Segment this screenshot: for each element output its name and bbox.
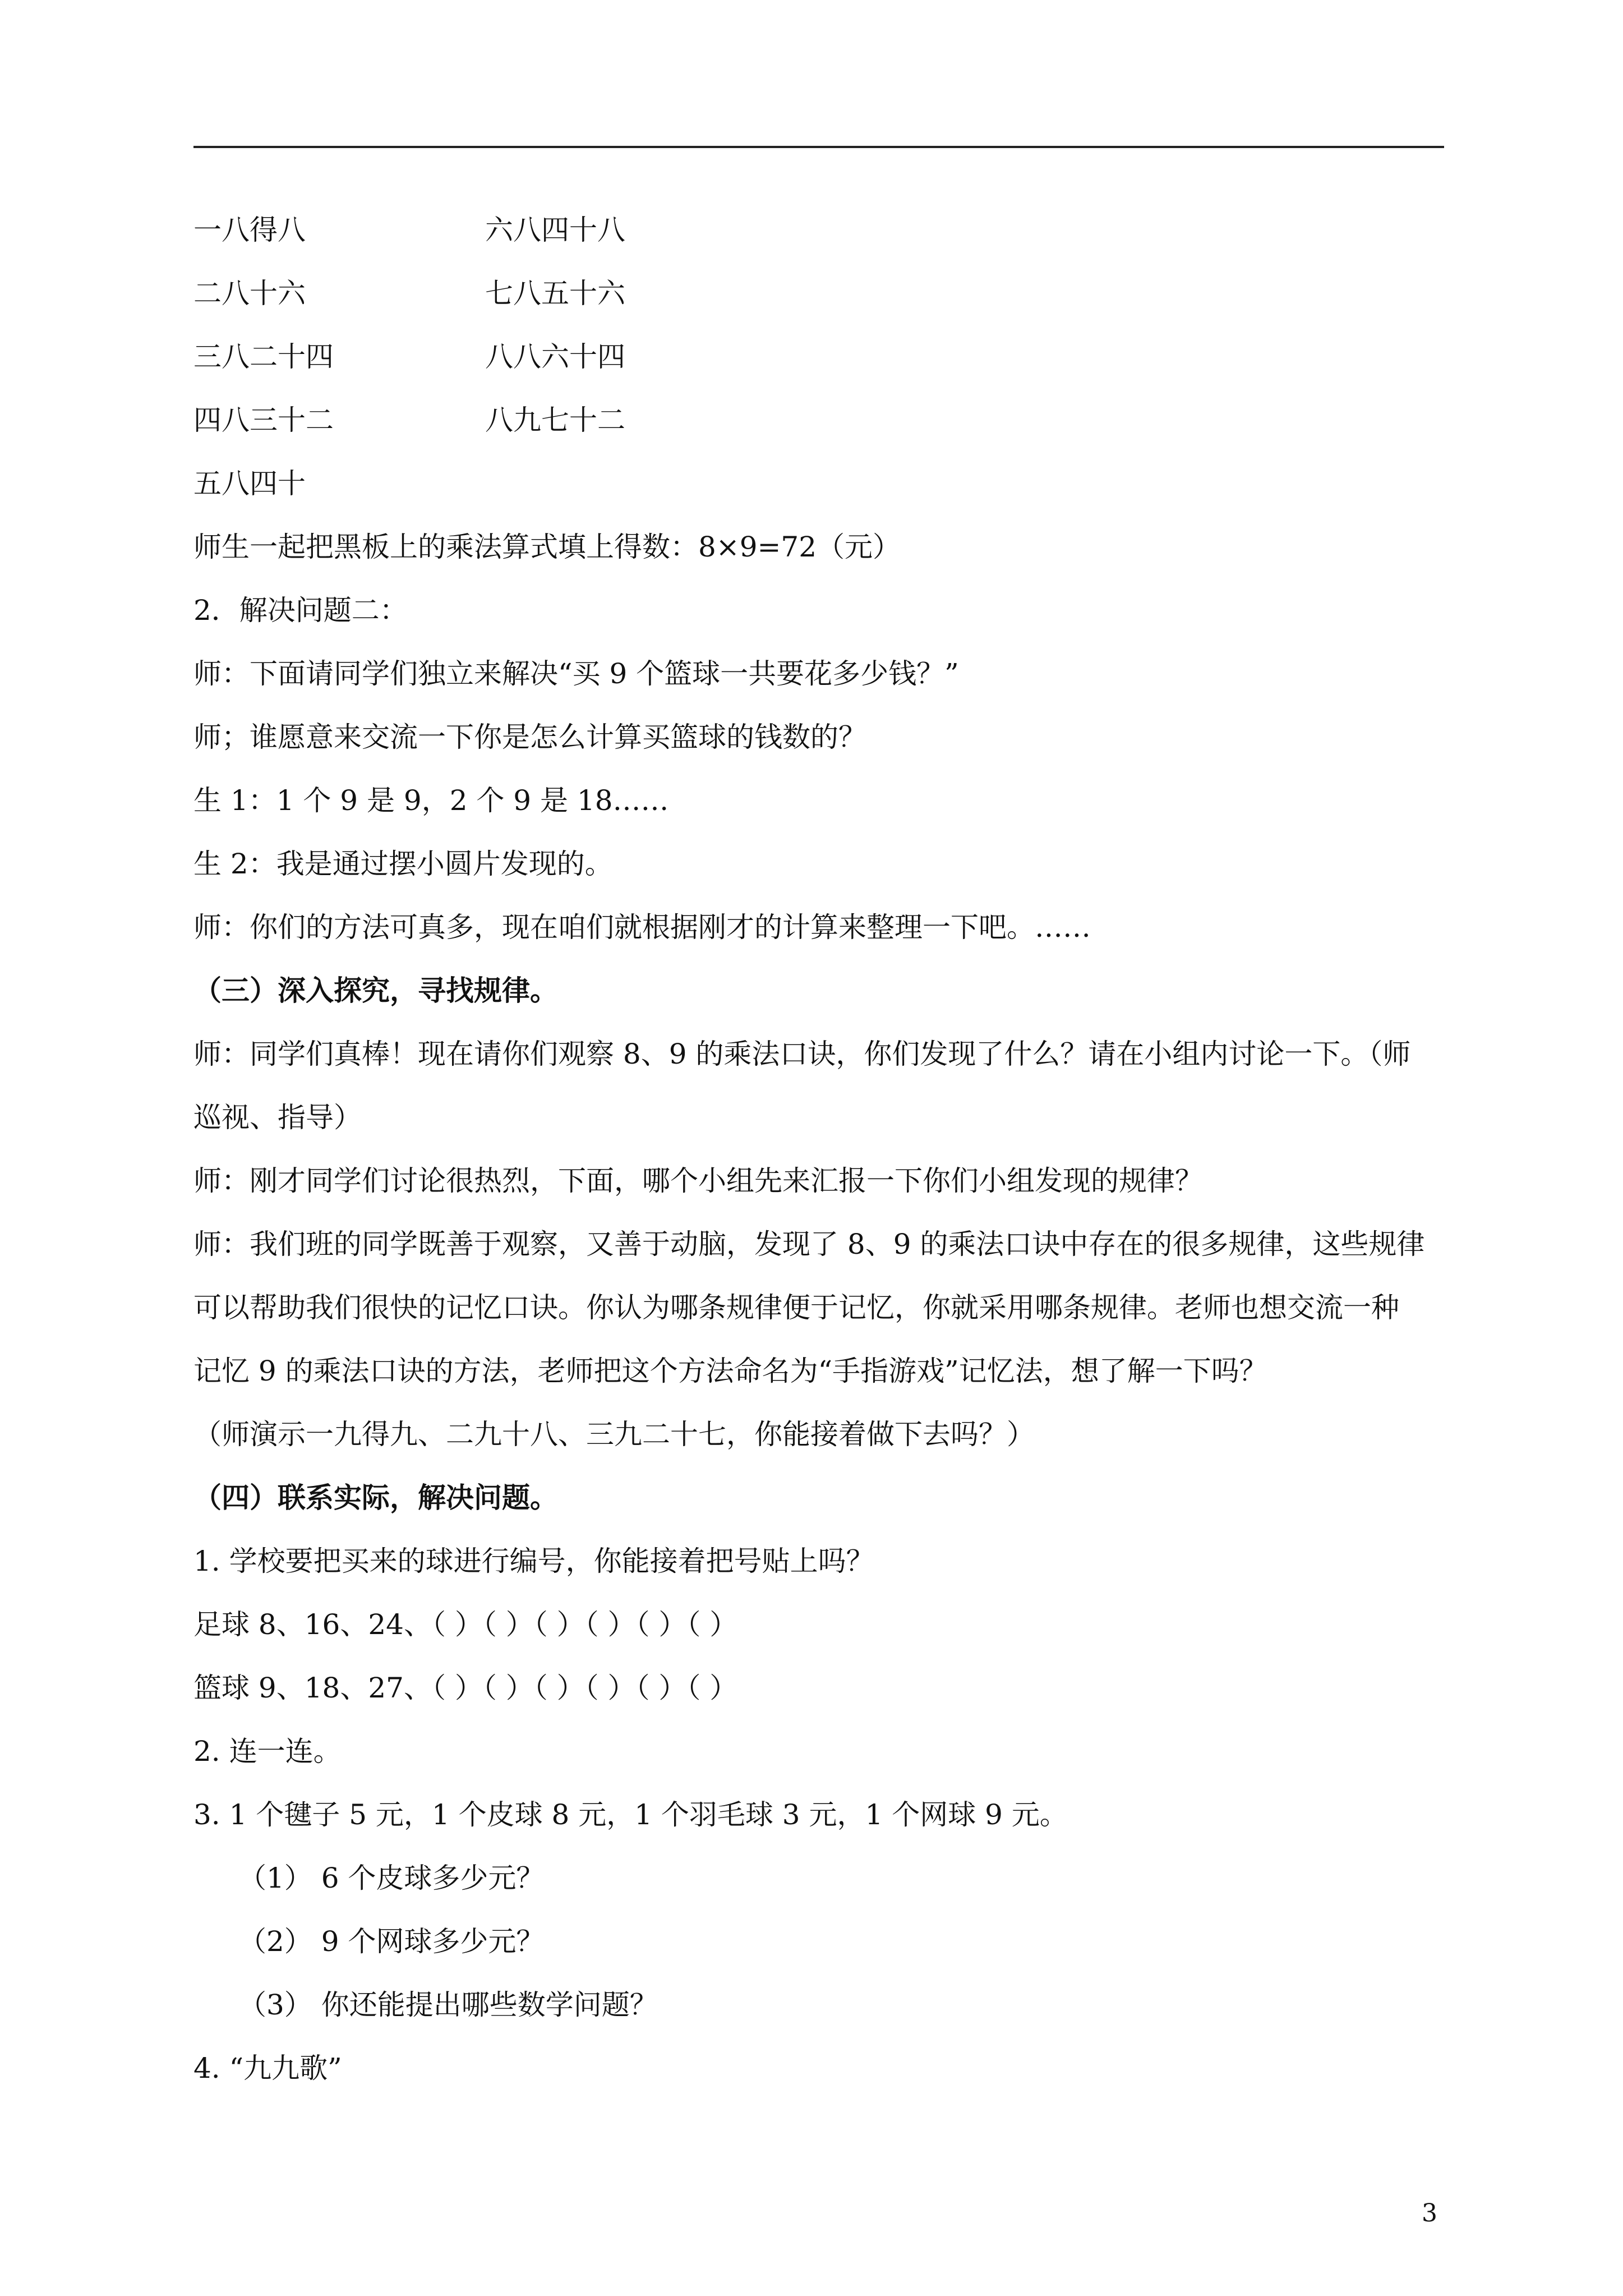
section-heading: （三）深入探究，寻找规律。 xyxy=(193,974,558,1007)
text-line: 篮球 9、18、27、（ ）（ ）（ ）（ ）（ ）（ ） xyxy=(193,1672,738,1704)
sub-question: （3） 你还能提出哪些数学问题？ xyxy=(238,1989,658,2021)
text-line: （师演示一九得九、二九十八、三九二十七，你能接着做下去吗？） xyxy=(193,1418,1035,1451)
text-line: 1. 学校要把买来的球进行编号，你能接着把号贴上吗？ xyxy=(193,1545,874,1577)
text-line: 4. “九九歌” xyxy=(193,2052,342,2085)
text-line: 足球 8、16、24、（ ）（ ）（ ）（ ）（ ）（ ） xyxy=(193,1608,738,1641)
section-heading: （四）联系实际，解决问题。 xyxy=(193,1481,558,1514)
rhyme-right-1: 六八四十八 xyxy=(485,214,625,246)
text-line: 师：我们班的同学既善于观察，又善于动脑，发现了 8、9 的乘法口诀中存在的很多规律，这些规律 xyxy=(193,1228,1425,1260)
rhyme-left-5: 五八四十 xyxy=(193,467,306,500)
page-number: 3 xyxy=(1422,2199,1437,2228)
sub-question: （2） 9 个网球多少元？ xyxy=(238,1925,545,1958)
rhyme-right-4: 八九七十二 xyxy=(485,404,625,436)
header-rule xyxy=(193,146,1444,148)
rhyme-right-3: 八八六十四 xyxy=(485,341,625,373)
rhyme-right-2: 七八五十六 xyxy=(485,277,625,310)
text-line: 师生一起把黑板上的乘法算式填上得数：8×9=72（元） xyxy=(193,531,901,563)
text-line: 生 2：我是通过摆小圆片发现的。 xyxy=(193,848,613,880)
text-line: 师；谁愿意来交流一下你是怎么计算买篮球的钱数的？ xyxy=(193,721,866,753)
text-line: 2. 连一连。 xyxy=(193,1735,342,1768)
text-line: 2．解决问题二： xyxy=(193,594,408,627)
sub-question: （1） 6 个皮球多少元？ xyxy=(238,1862,545,1894)
text-line: 生 1：1 个 9 是 9，2 个 9 是 18…… xyxy=(193,784,669,817)
text-line: 记忆 9 的乘法口诀的方法，老师把这个方法命名为“手指游戏”记忆法，想了解一下吗？ xyxy=(193,1355,1267,1387)
text-line: 师：下面请同学们独立来解决“买 9 个篮球一共要花多少钱？” xyxy=(193,657,959,690)
rhyme-left-4: 四八三十二 xyxy=(193,404,334,436)
text-line: 师：同学们真棒！现在请你们观察 8、9 的乘法口诀，你们发现了什么？请在小组内讨论一下。（师 xyxy=(193,1038,1411,1070)
text-line: 师：你们的方法可真多，现在咱们就根据刚才的计算来整理一下吧。…… xyxy=(193,911,1091,944)
text-line: 可以帮助我们很快的记忆口诀。你认为哪条规律便于记忆，你就采用哪条规律。老师也想交流一种 xyxy=(193,1291,1399,1324)
text-line: 3. 1 个毽子 5 元，1 个皮球 8 元，1 个羽毛球 3 元，1 个网球 9 元。 xyxy=(193,1798,1068,1831)
text-line: 师：刚才同学们讨论很热烈，下面，哪个小组先来汇报一下你们小组发现的规律？ xyxy=(193,1165,1203,1197)
rhyme-left-2: 二八十六 xyxy=(193,277,306,310)
rhyme-left-1: 一八得八 xyxy=(193,214,306,246)
text-line: 巡视、指导） xyxy=(193,1101,362,1134)
rhyme-left-3: 三八二十四 xyxy=(193,341,334,373)
